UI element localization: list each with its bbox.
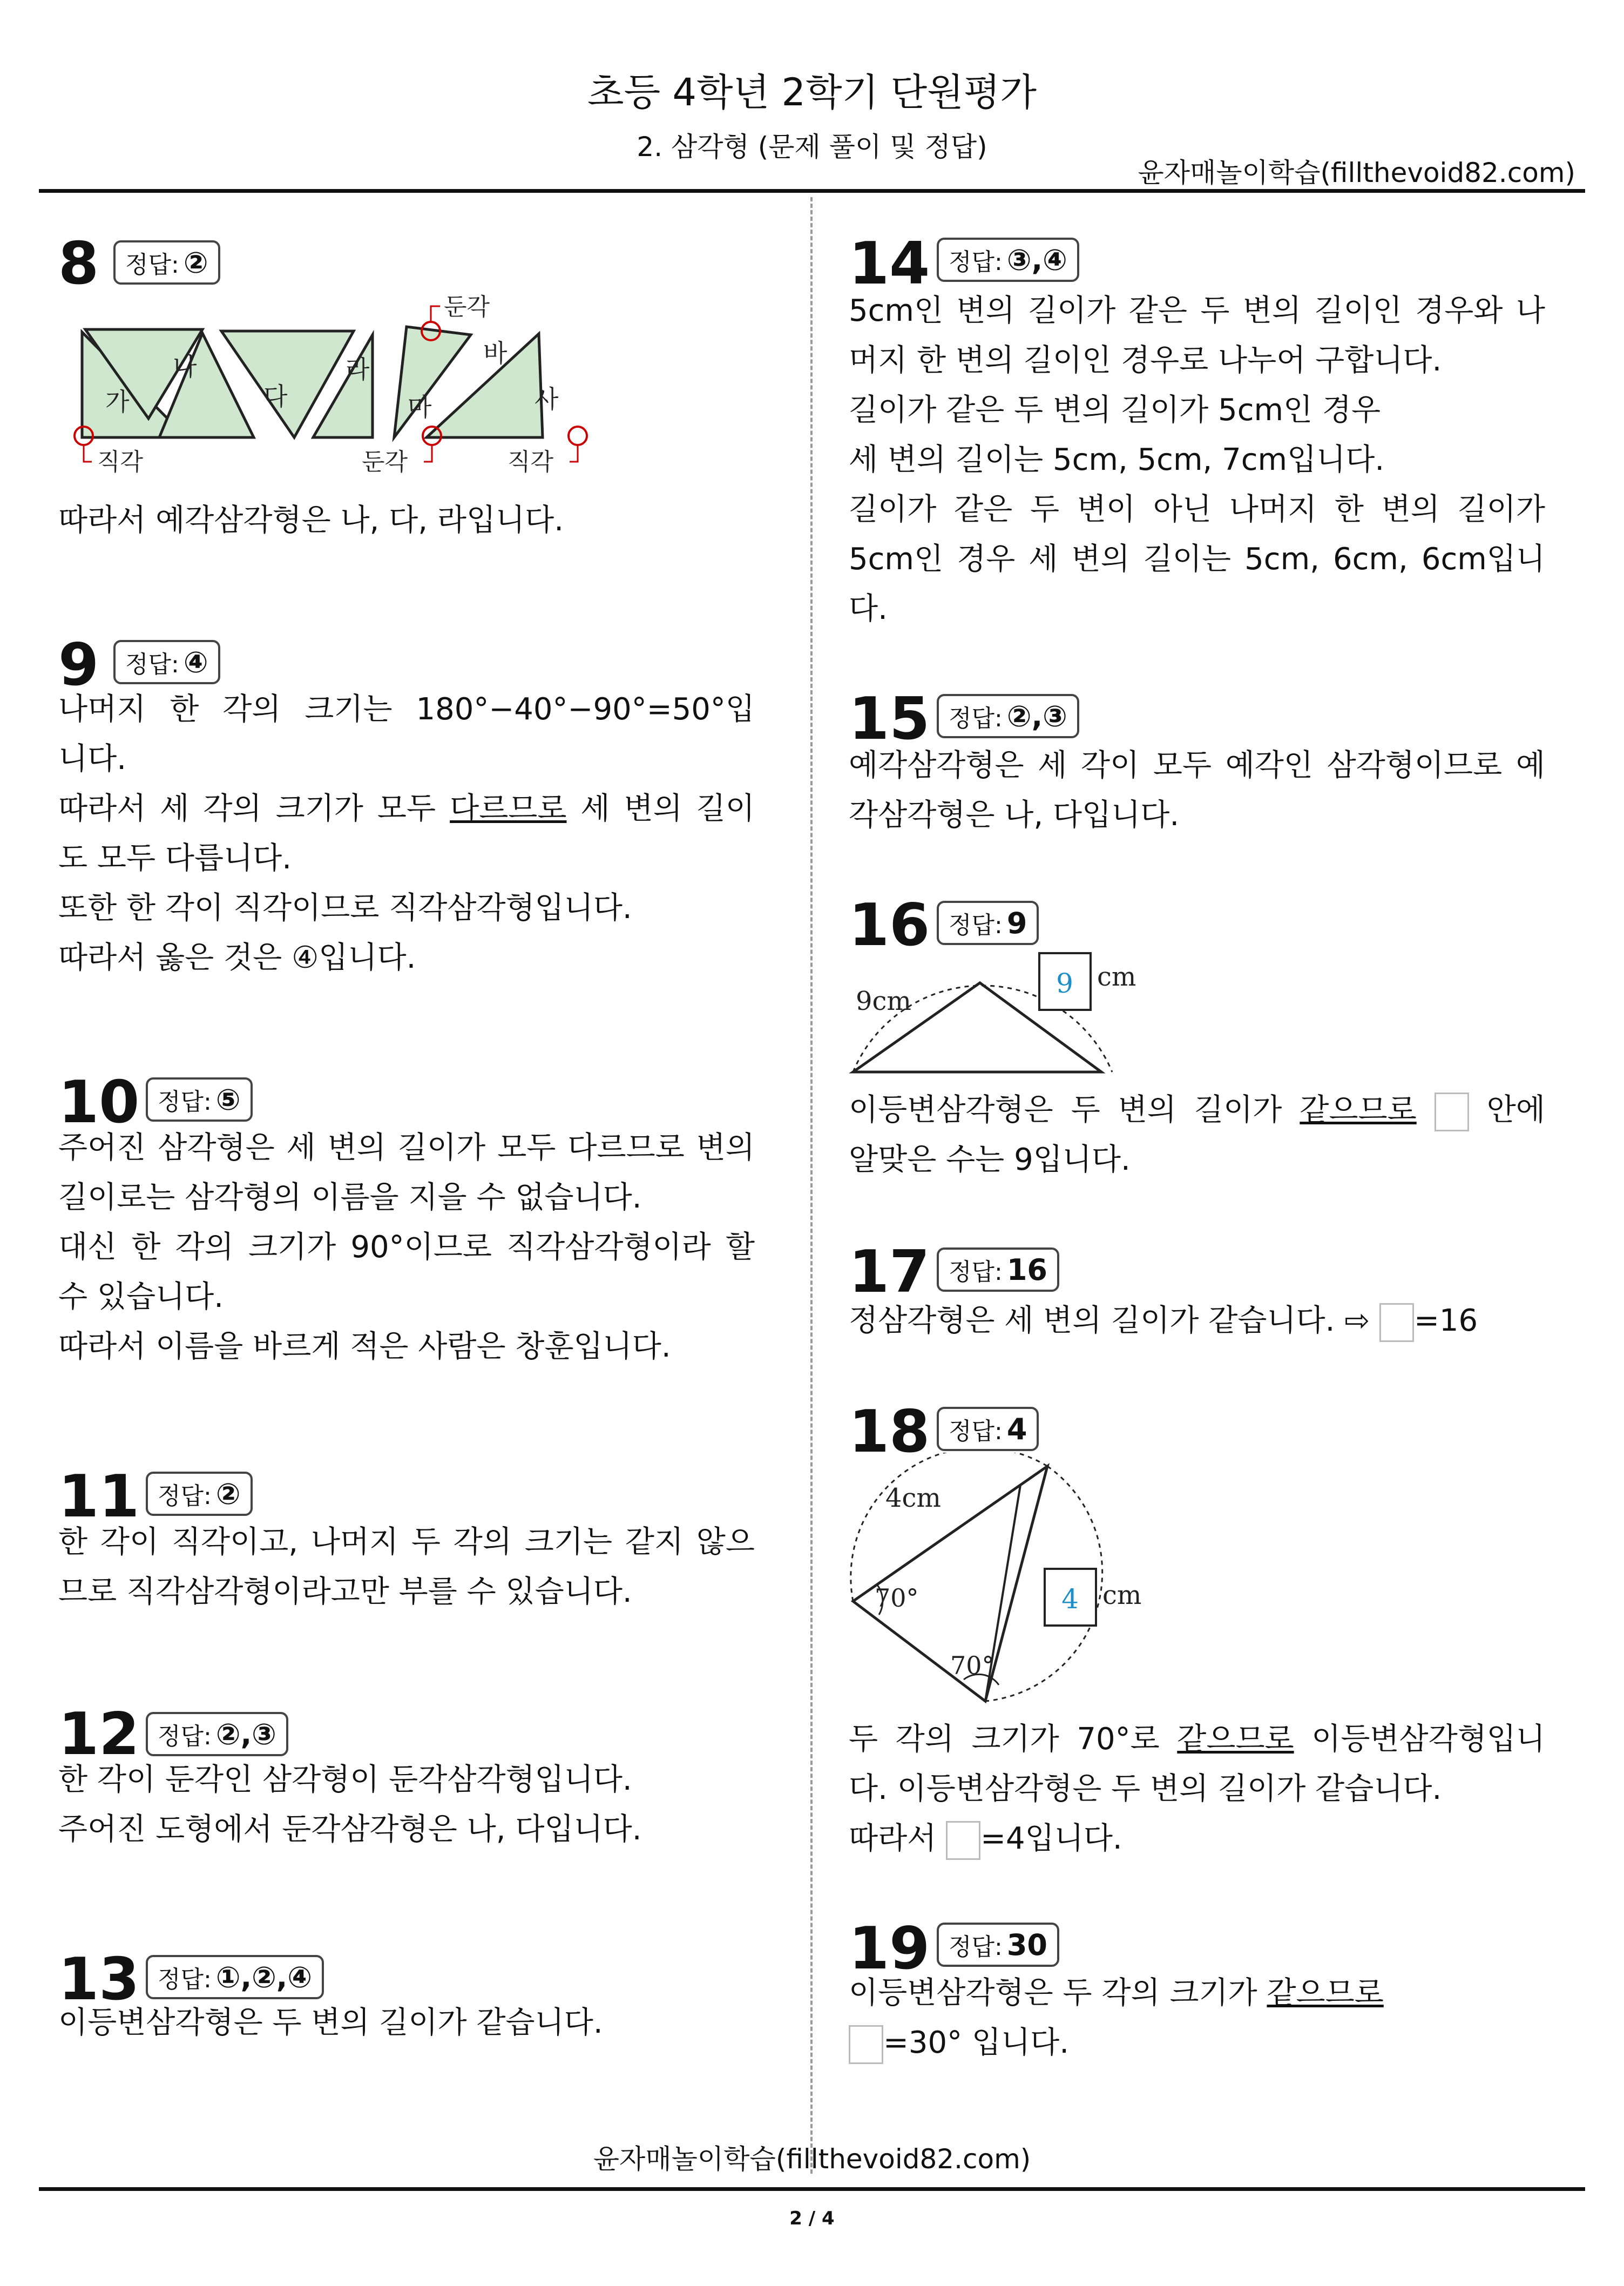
explanation-line: 길이로는 삼각형의 이름을 지을 수 없습니다. [58,1180,642,1215]
answer-label: 정답: [158,1723,212,1750]
explanation-line: 또한 한 각이 직각이므로 직각삼각형입니다. [58,891,632,926]
explanation-line: 따라서 이름을 바르게 적은 사람은 창훈입니다. [58,1329,671,1364]
answer-badge [937,901,1039,945]
label-da: 다 [263,382,288,411]
explanation-line: 주어진 도형에서 둔각삼각형은 나, 다입니다. [58,1812,642,1847]
answer-badge [937,1407,1039,1451]
explanation [58,1998,755,2048]
explanation-line: 수 있습니다. [58,1279,224,1314]
explanation [58,1755,755,1855]
answer-label: 정답: [949,1418,1003,1445]
question-number: 19 [849,1915,930,1982]
question-number: 9 [58,631,99,699]
explanation-line: 길이가 같은 두 변이 아닌 나머지 한 변의 길이가 [849,492,1545,527]
explanation [58,685,755,983]
answer-label: 정답: [125,651,179,678]
explanation-line: 각삼각형은 나, 다입니다. [849,798,1180,833]
page-title: 초등 4학년 2학기 단원평가 [587,70,1037,114]
question-number: 18 [849,1398,930,1466]
answer-badge [113,240,220,285]
angle-label: 70° [950,1651,994,1680]
answer-value: ①,②,④ [215,1960,313,1994]
explanation-line: 5cm인 경우 세 변의 길이는 5cm, 6cm, 6cm입니 [849,542,1545,577]
explanation [849,1715,1545,1864]
question-number: 10 [58,1069,140,1136]
explanation-line: 따라서 세 각의 크기가 모두 다르므로 세 변의 길이 [58,791,755,826]
question-number: 8 [58,230,99,298]
explanation-line: 다. [849,591,888,626]
answer-badge [146,1472,253,1516]
right-angle-mark [569,427,587,445]
label-ga: 가 [105,387,130,416]
answer-label: 정답: [158,1966,212,1993]
answer-label: 정답: [949,1933,1003,1961]
column-divider [810,197,813,2174]
answer-badge [146,1955,324,1999]
explanation-line: 따라서 옳은 것은 ④입니다. [58,940,416,975]
explanation [58,1518,755,1617]
explanation [849,286,1545,634]
question-number: 12 [58,1701,140,1768]
explanation-line: 예각삼각형은 세 각이 모두 예각인 삼각형이므로 예 [849,748,1545,783]
explanation-line: =30° 입니다. [849,2018,1545,2068]
isosceles-angle-figure [842,1453,1177,1707]
explanation-line: 세 변의 길이는 5cm, 5cm, 7cm입니다. [849,442,1385,477]
explanation-line: 므로 직각삼각형이라고만 부를 수 있습니다. [58,1574,632,1609]
question-number: 16 [849,892,930,959]
answer-badge [113,640,220,684]
answer-value: ③,④ [1006,242,1067,277]
angle-label: 70° [875,1583,919,1613]
answer-value: ②,③ [215,1717,276,1751]
explanation [58,1123,755,1372]
answer-badge [937,1923,1059,1967]
site-name: 윤자매놀이학습(fillthevoid82.com) [1138,157,1575,188]
question-number: 13 [58,1946,140,2013]
isosceles-figure [842,950,1166,1080]
explanation-line: 주어진 삼각형은 세 변의 길이가 모두 다르므로 변의 [58,1130,755,1165]
label-sa: 사 [534,385,559,414]
answer-label: 정답: [949,912,1003,939]
answer-label: 정답: [125,251,179,279]
answer-value: ⑤ [215,1082,241,1117]
explanation-line: 이등변삼각형은 두 변의 길이가 같습니다. [58,2005,603,2040]
label-obtuse2: 둔각 [362,448,408,476]
explanation-line: 한 각이 둔각인 삼각형이 둔각삼각형입니다. [58,1762,632,1797]
blank-box [849,2025,883,2064]
answer-box-value: 9 [1056,968,1073,999]
explanation [849,741,1545,840]
answer-badge [937,694,1079,738]
question-number: 15 [849,685,930,753]
explanation [849,1968,1545,2068]
label-right2: 직각 [508,448,554,476]
answer-label: 정답: [158,1482,212,1510]
label-na: 나 [173,352,197,381]
question-number: 14 [849,230,930,298]
footer-site: 윤자매놀이학습(fillthevoid82.com) [593,2143,1031,2175]
answer-label: 정답: [158,1088,212,1116]
label-ra: 라 [346,355,370,384]
explanation-line: 다. 이등변삼각형은 두 변의 길이가 같습니다. [849,1771,1442,1806]
explanation-line: 니다. [58,741,126,777]
footer-rule [39,2187,1585,2191]
blank-box [946,1821,980,1860]
answer-box-value: 4 [1061,1583,1079,1615]
header-rule [39,189,1585,193]
question-number: 11 [58,1463,140,1530]
explanation-line: 도 모두 다릅니다. [58,841,292,876]
blank-box [1379,1303,1414,1342]
answer-value: ②,③ [1006,699,1067,733]
explanation-line: 한 각이 직각이고, 나머지 두 각의 크기는 같지 않으 [58,1525,755,1560]
unit-label: cm [1102,1580,1142,1610]
answer-label: 정답: [949,705,1003,732]
explanation-line: 따라서 예각삼각형은 나, 다, 라입니다. [58,503,564,538]
explanation [849,1085,1545,1185]
explanation-line: 따라서 =4입니다. [849,1814,1545,1864]
answer-label: 정답: [949,248,1003,276]
explanation-line: 5cm인 변의 길이가 같은 두 변의 길이인 경우와 나 [849,293,1545,328]
answer-value: 30 [1006,1927,1047,1962]
answer-value: ④ [183,645,208,679]
answer-badge [146,1712,288,1756]
triangles-figure [59,289,632,483]
explanation-line: 알맞은 수는 9입니다. [849,1142,1131,1177]
answer-value: ② [183,245,208,280]
unit-label: cm [1097,962,1136,992]
answer-value: ② [215,1476,241,1511]
side-label: 9cm [856,986,911,1016]
question-number: 17 [849,1238,930,1306]
explanation [58,496,755,545]
page-subtitle: 2. 삼각형 (문제 풀이 및 정답) [637,131,987,163]
explanation-line: 정삼각형은 세 변의 길이가 같습니다. ⇨ =16 [849,1296,1545,1346]
blank-box [1434,1093,1469,1131]
answer-badge [146,1077,253,1122]
explanation-line: 대신 한 각의 크기가 90°이므로 직각삼각형이라 할 [58,1230,755,1265]
label-ma: 마 [408,393,432,422]
explanation-line: 이등변삼각형은 두 변의 길이가 같으므로 안에 [849,1085,1545,1135]
explanation-line: 나머지 한 각의 크기는 180°−40°−90°=50°입 [58,692,755,727]
explanation-line: 길이가 같은 두 변의 길이가 5cm인 경우 [849,393,1381,428]
answer-value: 9 [1006,906,1027,940]
side-label: 4cm [885,1483,941,1513]
label-obtuse1: 둔각 [444,293,490,321]
explanation [849,1296,1545,1346]
label-ba: 바 [483,339,508,368]
explanation-line: 이등변삼각형은 두 각의 크기가 같으므로 [849,1975,1384,2011]
answer-badge [937,238,1079,282]
answer-value: 4 [1006,1412,1027,1446]
explanation-line: 머지 한 변의 길이인 경우로 나누어 구합니다. [849,343,1442,378]
explanation-line: 두 각의 크기가 70°로 같으므로 이등변삼각형입니 [849,1722,1545,1757]
answer-badge [937,1247,1059,1292]
answer-value: 16 [1006,1252,1047,1287]
page-number: 2 / 4 [789,2208,835,2229]
answer-label: 정답: [949,1258,1003,1286]
label-right1: 직각 [97,448,144,476]
